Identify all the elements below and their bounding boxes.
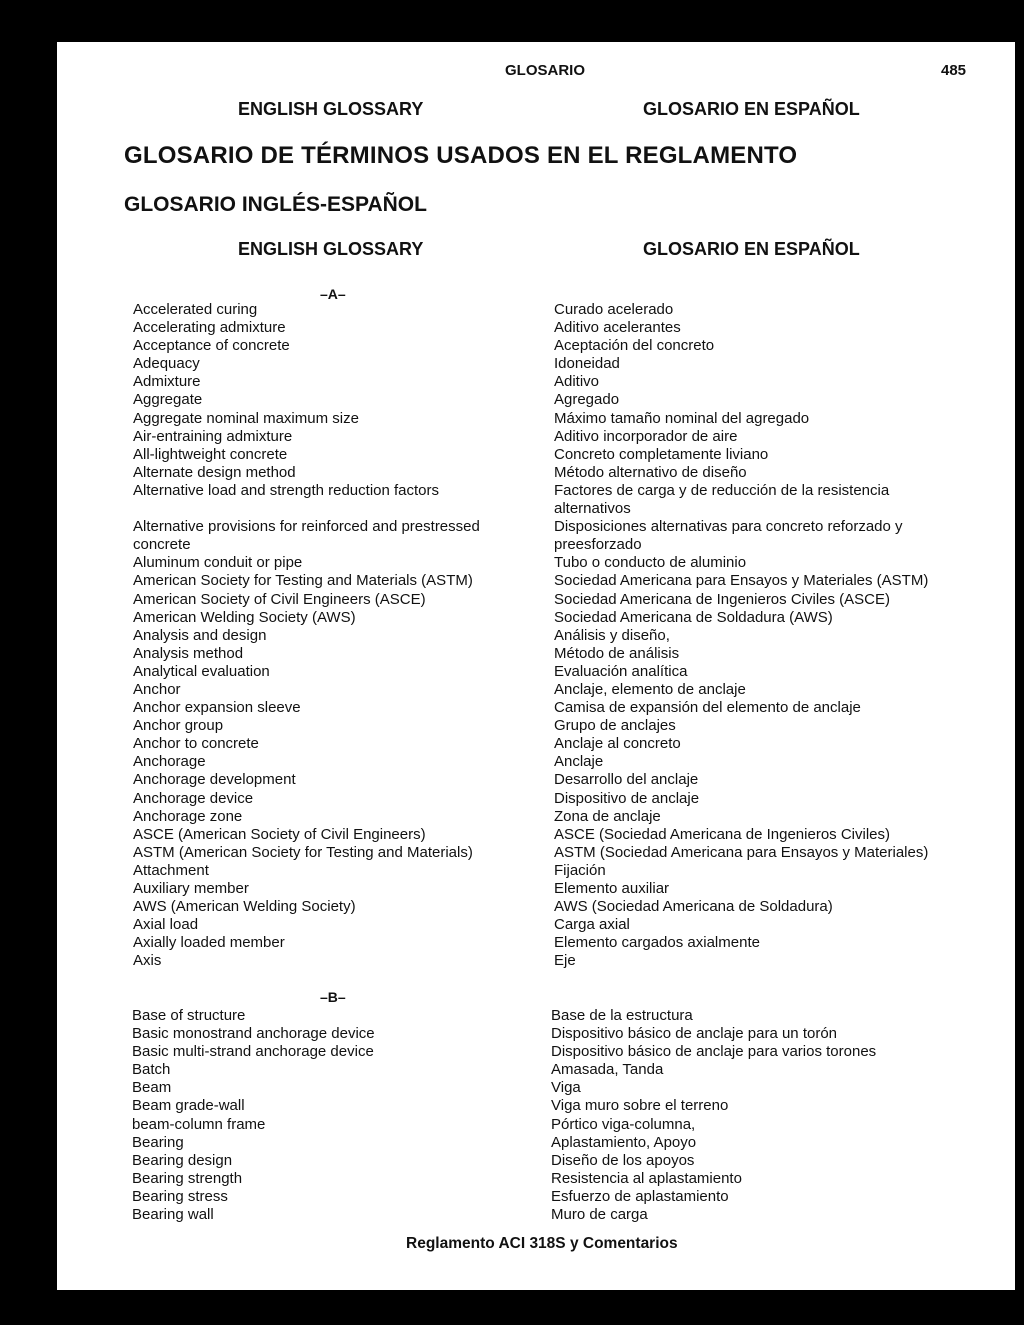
glossary-term: Aplastamiento, Apoyo [551, 1133, 697, 1151]
glossary-term: Pórtico viga-columna, [551, 1115, 696, 1133]
english-column-heading: ENGLISH GLOSSARY [238, 239, 424, 259]
glossary-term [133, 500, 513, 518]
glossary-term: Alternative load and strength reduction factors [133, 481, 440, 499]
glossary-term: Alternative provisions for reinforced and prestressed concrete [133, 518, 480, 554]
section-a-spanish-terms [554, 301, 1004, 970]
glossary-term: Acceptance of concrete [133, 337, 290, 355]
glossary-term: Carga axial [554, 916, 630, 934]
glossary-term: preesforzado [554, 536, 642, 554]
running-title: GLOSARIO [505, 62, 586, 79]
glossary-term: Dispositivo básico de anclaje para un torón [551, 1025, 838, 1043]
glossary-term: Zona de anclaje [554, 807, 661, 825]
glossary-term: Anchorage development [133, 771, 296, 789]
glossary-term: Batch [132, 1061, 171, 1079]
section-b-letter: –B– [320, 989, 346, 1005]
glossary-term: Fijación [554, 861, 606, 879]
glossary-term: Viga muro sobre el terreno [551, 1097, 729, 1115]
glossary-term: Diseño de los apoyos [551, 1151, 695, 1169]
glossary-term: Muro de carga [551, 1206, 648, 1224]
glossary-term: Analysis and design [133, 626, 267, 644]
glossary-term: Anchor [133, 680, 181, 698]
glossary-term: Anchorage device [133, 789, 254, 807]
glossary-term: ASTM (American Society for Testing and Materials) [133, 843, 473, 861]
glossary-term: Bearing stress [132, 1187, 228, 1205]
glossary-term: Anchor expansion sleeve [133, 699, 301, 717]
glossary-term: Amasada, Tanda [551, 1061, 664, 1079]
glossary-term: Elemento cargados axialmente [554, 934, 760, 952]
glossary-term: Aditivo acelerantes [554, 319, 681, 337]
glossary-term: AWS (American Welding Society) [133, 898, 356, 916]
glossary-term: Adequacy [133, 355, 200, 373]
glossary-term: Aluminum conduit or pipe [133, 554, 303, 572]
glossary-term: Camisa de expansión del elemento de anclaje [554, 699, 861, 717]
glossary-term: Beam grade-wall [132, 1097, 245, 1115]
glossary-term: Elemento auxiliar [554, 880, 670, 897]
glossary-term: Basic monostrand anchorage device [132, 1025, 375, 1043]
glossary-term: American Welding Society (AWS) [133, 608, 356, 626]
glossary-term: Bearing [132, 1133, 184, 1151]
section-b-spanish-terms [551, 1007, 1001, 1224]
glossary-term: American Society for Testing and Materials (ASTM) [133, 572, 473, 590]
glossary-term: Grupo de anclajes [554, 717, 676, 735]
glossary-term: Axis [133, 952, 162, 970]
glossary-term: Agregado [554, 391, 620, 409]
glossary-term: Beam [132, 1079, 172, 1097]
glossary-term: ASCE (Sociedad Americana de Ingenieros Civiles) [554, 825, 890, 843]
glossary-term: AWS (Sociedad Americana de Soldadura) [554, 898, 833, 916]
glossary-term: Anchorage zone [133, 807, 243, 825]
glossary-term: Accelerated curing [133, 301, 258, 318]
glossary-term: Aggregate nominal maximum size [133, 409, 359, 427]
glossary-term: Concreto completamente liviano [554, 445, 769, 463]
document-subtitle: GLOSARIO INGLÉS-ESPAÑOL [124, 193, 427, 216]
spanish-column-heading: GLOSARIO EN ESPAÑOL [643, 239, 860, 259]
glossary-term: Viga [551, 1079, 581, 1097]
glossary-term: Aggregate [133, 391, 203, 409]
glossary-term: Factores de carga y de reducción de la resistencia [554, 481, 890, 499]
glossary-term: Analysis method [133, 644, 244, 662]
glossary-page [57, 42, 1015, 1290]
glossary-term: Evaluación analítica [554, 662, 688, 680]
glossary-term: Sociedad Americana de Ingenieros Civiles (ASCE) [554, 590, 890, 608]
glossary-term: Bearing wall [132, 1206, 214, 1224]
glossary-term: Base of structure [132, 1007, 246, 1024]
glossary-term: alternativos [554, 500, 631, 518]
glossary-term: Máximo tamaño nominal del agregado [554, 409, 810, 427]
glossary-term: Air-entraining admixture [133, 427, 293, 445]
glossary-term: Curado acelerado [554, 301, 674, 318]
glossary-term: American Society of Civil Engineers (ASCE) [133, 590, 426, 608]
glossary-term: Dispositivo básico de anclaje para varios torones [551, 1043, 877, 1061]
glossary-term: Admixture [133, 373, 201, 391]
glossary-term: Basic multi-strand anchorage device [132, 1043, 374, 1061]
glossary-term: Aceptación del concreto [554, 337, 715, 355]
glossary-term: Aditivo [554, 373, 600, 391]
glossary-term: Anclaje al concreto [554, 735, 681, 753]
glossary-term: Sociedad Americana de Soldadura (AWS) [554, 608, 833, 626]
header-english-column-label: ENGLISH GLOSSARY [238, 99, 424, 119]
section-a-letter: –A– [320, 286, 346, 302]
glossary-term: Esfuerzo de aplastamiento [551, 1187, 729, 1205]
glossary-term: Axially loaded member [133, 934, 285, 952]
glossary-term: Dispositivo de anclaje [554, 789, 700, 807]
glossary-term: Tubo o conducto de aluminio [554, 554, 747, 572]
glossary-term: Attachment [133, 861, 209, 879]
glossary-term: Bearing strength [132, 1169, 243, 1187]
glossary-term: Anchorage [133, 753, 206, 771]
glossary-term: Analytical evaluation [133, 662, 270, 680]
header-spanish-column-label: GLOSARIO EN ESPAÑOL [643, 99, 860, 119]
glossary-term: Disposiciones alternativas para concreto reforzado y [554, 518, 903, 536]
glossary-term: Análisis y diseño, [554, 626, 670, 644]
glossary-term: Anclaje [554, 753, 604, 771]
glossary-term: Axial load [133, 916, 199, 934]
glossary-term: Anchor group [133, 717, 224, 735]
glossary-term: beam-column frame [132, 1115, 266, 1133]
glossary-term: ASCE (American Society of Civil Engineers) [133, 825, 426, 843]
glossary-term: All-lightweight concrete [133, 445, 288, 463]
glossary-term: Resistencia al aplastamiento [551, 1169, 742, 1187]
page-number: 485 [941, 62, 967, 79]
section-a-english-terms [133, 301, 513, 970]
glossary-term: Desarrollo del anclaje [554, 771, 699, 789]
glossary-term: Aditivo incorporador de aire [554, 427, 738, 445]
glossary-term: Método alternativo de diseño [554, 463, 747, 481]
page-footer: Reglamento ACI 318S y Comentarios [406, 1235, 678, 1252]
glossary-term: Accelerating admixture [133, 319, 286, 337]
glossary-term: Bearing design [132, 1151, 233, 1169]
section-b-english-terms [132, 1007, 512, 1224]
glossary-term: Eje [554, 952, 576, 970]
glossary-term: Base de la estructura [551, 1007, 693, 1024]
glossary-term: Idoneidad [554, 355, 620, 373]
glossary-term: Anchor to concrete [133, 735, 259, 753]
glossary-term: ASTM (Sociedad Americana para Ensayos y Materiales) [554, 843, 929, 861]
document-title: GLOSARIO DE TÉRMINOS USADOS EN EL REGLAMENTO [124, 142, 798, 169]
glossary-term: Auxiliary member [133, 880, 249, 897]
glossary-term: Método de análisis [554, 644, 680, 662]
glossary-term: Alternate design method [133, 463, 296, 481]
glossary-term: Sociedad Americana para Ensayos y Materiales (ASTM) [554, 572, 929, 590]
glossary-term: Anclaje, elemento de anclaje [554, 680, 746, 698]
